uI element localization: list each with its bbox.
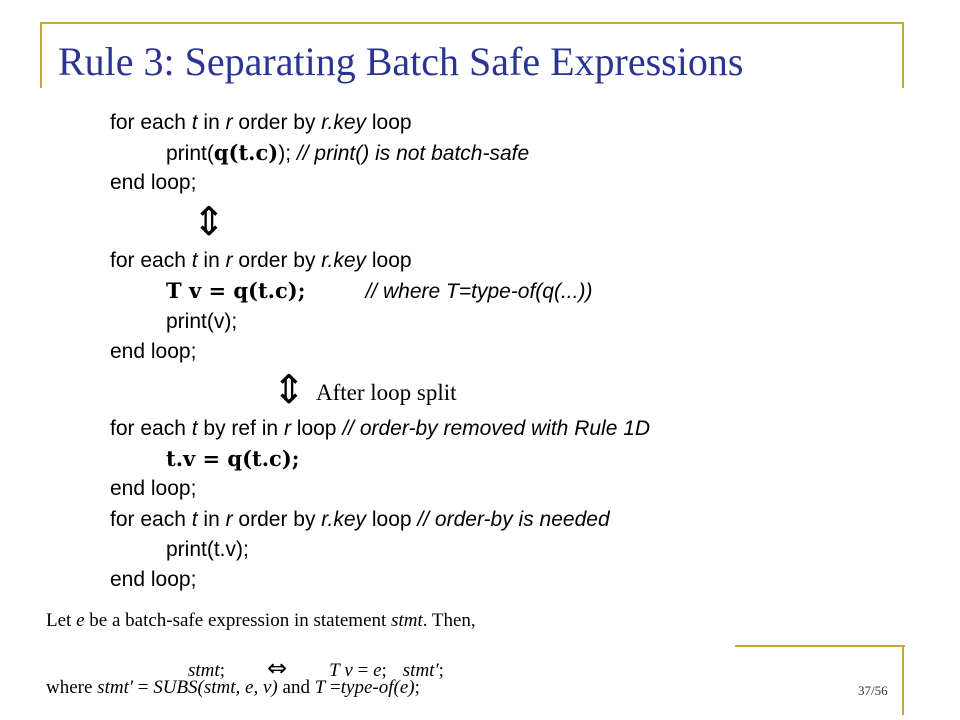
frame-right-line [902,22,904,88]
code-line: t.v = q(t.c); [166,446,300,471]
code-line: end loop; [110,568,197,591]
code-line: T v = q(t.c); // where T=type-of(q(...)) [166,278,593,303]
rule-definition: where stmt′ = SUBS(stmt, e, v) and T =type-of(e); [46,677,420,698]
rule-equivalence: stmt; ⇔ T v = e; stmt′; [188,654,444,682]
page-number: 37/56 [858,683,888,698]
equivalence-arrow-icon: ⇕ [192,199,226,245]
frame-bottom-line [735,645,905,647]
code-line: for each t in r order by r.key loop [110,249,412,272]
code-line: end loop; [110,340,197,363]
code-line: for each t by ref in r loop // order-by removed with Rule 1D [110,417,651,440]
code-line: print(t.v); [166,538,249,561]
code-line: print(v); [166,310,238,333]
equivalence-arrow-icon: ⇕ [272,367,306,413]
code-line: print(q(t.c)); // print() is not batch-safe [166,140,530,165]
code-line: for each t in r order by r.key loop // order-by is needed [110,508,610,531]
code-line: for each t in r order by r.key loop [110,111,412,134]
frame-top-line [40,22,904,24]
frame-left-line [40,22,42,88]
code-line: end loop; [110,171,197,194]
code-line: end loop; [110,477,197,500]
frame-bottom-right-line [902,645,904,715]
rule-statement: Let e be a batch-safe expression in statement stmt. Then, [46,610,476,631]
iff-icon: ⇔ [266,654,288,682]
slide-title: Rule 3: Separating Batch Safe Expressions [58,39,744,84]
after-loop-split-label: After loop split [316,380,457,405]
